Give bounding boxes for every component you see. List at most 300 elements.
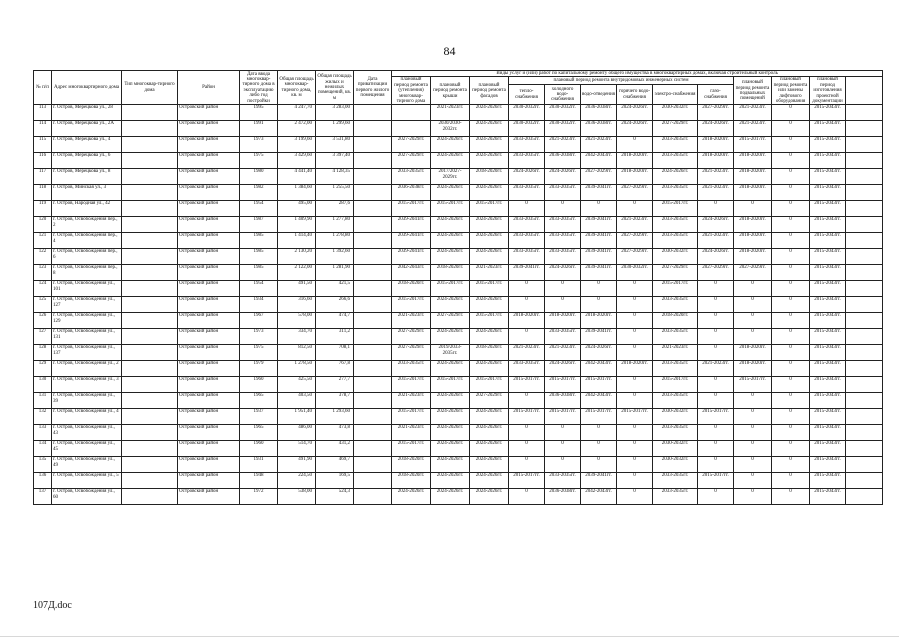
cell-cold-water: 2033-2035гг. (545, 217, 581, 233)
header-basement-repair: плановый период ремонта подвальных помещений (734, 77, 772, 105)
cell-privatization-date (354, 249, 392, 265)
cell-facade-repair: 2024-2026гг. (470, 473, 509, 489)
cell-residential-area: 524,3 (316, 489, 354, 505)
cell-house-type (122, 345, 178, 361)
cell-blank (846, 329, 883, 345)
cell-roof-repair: 2018-2020гг. (431, 265, 470, 281)
cell-facade-repair: 2024-2026гг. (470, 489, 509, 505)
cell-hot-water: 0 (617, 425, 653, 441)
cell-project-docs: 2015-2043гг. (810, 265, 846, 281)
cell-gas-supply: 0 (698, 313, 734, 329)
cell-district: Островский район (178, 377, 240, 393)
cell-heat-supply: 2030-2032гг. (509, 105, 545, 121)
cell-blank (846, 217, 883, 233)
cell-total-area: 1 278,50 (278, 361, 316, 377)
cell-house-repair: 2015-2017гг. (392, 201, 431, 217)
cell-hot-water: 2018-2020гг. (617, 361, 653, 377)
cell-address: г. Остров, Освобождения ул., 2 (52, 361, 122, 377)
cell-gas-supply: 0 (698, 377, 734, 393)
cell-address: г. Остров, Мерецкова ул., 4 (52, 137, 122, 153)
cell-sewerage: 0 (581, 201, 617, 217)
cell-cold-water: 2036-2038гг. (545, 489, 581, 505)
cell-heat-supply: 0 (509, 281, 545, 297)
cell-basement-repair: 0 (734, 313, 772, 329)
cell-lift-repair: 0 (772, 185, 810, 201)
cell-number: 135 (34, 457, 52, 473)
cell-district: Островский район (178, 313, 240, 329)
cell-basement-repair: 2018-2020гг. (734, 185, 772, 201)
cell-roof-repair: 2024-2026гг. (431, 489, 470, 505)
cell-project-docs: 2015-2043гг. (810, 281, 846, 297)
cell-cold-water: 0 (545, 457, 581, 473)
cell-address: г. Остров, Народная ул., 42 (52, 201, 122, 217)
cell-number: 128 (34, 345, 52, 361)
cell-house-type (122, 457, 178, 473)
cell-total-area: 403,50 (278, 393, 316, 409)
cell-house-repair: 2024-2026гг. (392, 489, 431, 505)
cell-residential-area: 1 293,60 (316, 409, 354, 425)
cell-basement-repair: 0 (734, 281, 772, 297)
cell-project-docs: 2015-2043гг. (810, 393, 846, 409)
cell-address: г. Остров, Мерецкова ул., 6 (52, 153, 122, 169)
header-gas-supply: газо-снабжения (698, 85, 734, 105)
cell-total-area: 224,50 (278, 473, 316, 489)
cell-address: г. Остров, Минская ул., 3 (52, 185, 122, 201)
cell-heat-supply: 0 (509, 457, 545, 473)
cell-house-type (122, 473, 178, 489)
cell-electric-supply: 2033-2035гг. (653, 153, 698, 169)
cell-hot-water: 0 (617, 281, 653, 297)
cell-residential-area: 767,8 (316, 361, 354, 377)
cell-number: 133 (34, 425, 52, 441)
cell-lift-repair: 0 (772, 489, 810, 505)
cell-residential-area: 708,1 (316, 345, 354, 361)
cell-house-type (122, 249, 178, 265)
cell-heat-supply: 2015-2017гг. (509, 473, 545, 489)
cell-number: 118 (34, 185, 52, 201)
table-row (34, 393, 883, 409)
header-year: Дата ввода многоквар-тирного дома в эксплуатацию либо год постройки (240, 71, 278, 105)
cell-house-type (122, 137, 178, 153)
cell-blank (846, 249, 883, 265)
cell-district: Островский район (178, 361, 240, 377)
cell-blank (846, 441, 883, 457)
cell-facade-repair: 2021-2023гг. (470, 265, 509, 281)
cell-electric-supply: 2033-2035гг. (653, 137, 698, 153)
cell-privatization-date (354, 185, 392, 201)
table-row (34, 137, 883, 153)
cell-number: 121 (34, 233, 52, 249)
cell-house-repair: 2027-2029гг. (392, 153, 431, 169)
cell-privatization-date (354, 153, 392, 169)
cell-house-repair: 2033-2035гг. (392, 361, 431, 377)
cell-gas-supply: 2021-2023гг. (698, 169, 734, 185)
cell-district: Островский район (178, 233, 240, 249)
cell-blank (846, 393, 883, 409)
cell-basement-repair: 2018-2020гг. (734, 233, 772, 249)
cell-house-type (122, 377, 178, 393)
cell-facade-repair: 2018-2020гг. (470, 345, 509, 361)
cell-residential-area: 1 255,50 (316, 185, 354, 201)
cell-blank (846, 121, 883, 137)
cell-lift-repair: 0 (772, 393, 810, 409)
cell-sewerage: 0 (581, 297, 617, 313)
table-row (34, 265, 883, 281)
cell-house-repair: 2021-2023гг. (392, 425, 431, 441)
cell-electric-supply: 2033-2035гг. (653, 473, 698, 489)
cell-number: 126 (34, 313, 52, 329)
cell-lift-repair: 0 (772, 233, 810, 249)
cell-roof-repair: 2019/2033-2035гг. (431, 345, 470, 361)
capital-repair-table-sheet (33, 70, 875, 505)
cell-cold-water: 2033-2035гг. (545, 233, 581, 249)
header-house-type: Тип многоквар-тирного дома (122, 71, 178, 105)
cell-project-docs: 2015-2043гг. (810, 361, 846, 377)
cell-roof-repair: 2024-2026гг. (431, 441, 470, 457)
cell-total-area: 2 472,00 (278, 121, 316, 137)
cell-year: 1985 (240, 265, 278, 281)
cell-address: г. Остров, Освобождения ул., 131 (52, 329, 122, 345)
cell-year: 1987 (240, 217, 278, 233)
cell-facade-repair: 2024-2026гг. (470, 121, 509, 137)
cell-sewerage: 2039-2041гг. (581, 265, 617, 281)
cell-total-area: 1 951,40 (278, 409, 316, 425)
cell-number: 116 (34, 153, 52, 169)
table-row (34, 425, 883, 441)
cell-sewerage: 2039-2041гг. (581, 185, 617, 201)
cell-basement-repair: 0 (734, 393, 772, 409)
cell-lift-repair: 0 (772, 249, 810, 265)
cell-house-type (122, 265, 178, 281)
cell-electric-supply: 2027-2029гг. (653, 121, 698, 137)
cell-electric-supply: 2033-2035гг. (653, 217, 698, 233)
cell-hot-water: 2024-2026гг. (617, 105, 653, 121)
cell-district: Островский район (178, 169, 240, 185)
table-header (34, 71, 883, 105)
cell-privatization-date (354, 281, 392, 297)
cell-facade-repair: 2015-2017гг. (470, 281, 509, 297)
cell-number: 130 (34, 377, 52, 393)
cell-heat-supply: 0 (509, 441, 545, 457)
cell-blank (846, 233, 883, 249)
footer-filename: 107Д.doc (33, 600, 72, 611)
header-works-group: Виды услуг и (или) работ по капитальному ремонту общего имущества в многоквартирных домах, включая строительный контроль (392, 71, 883, 77)
cell-lift-repair: 0 (772, 297, 810, 313)
cell-hot-water: 0 (617, 489, 653, 505)
cell-blank (846, 105, 883, 121)
cell-privatization-date (354, 377, 392, 393)
cell-year: 1965 (240, 393, 278, 409)
cell-gas-supply: 0 (698, 345, 734, 361)
cell-electric-supply: 2021-2023гг. (653, 345, 698, 361)
cell-house-type (122, 441, 178, 457)
cell-address: г. Остров, Освобождения пер., 8 (52, 265, 122, 281)
cell-number: 117 (34, 169, 52, 185)
cell-heat-supply: 2033-2035гг. (509, 361, 545, 377)
cell-facade-repair: 2015-2017гг. (470, 313, 509, 329)
cell-privatization-date (354, 265, 392, 281)
cell-residential-area: 469,7 (316, 457, 354, 473)
cell-address: г. Остров, Освобождения ул., 45 (52, 441, 122, 457)
cell-facade-repair: 2024-2026гг. (470, 425, 509, 441)
cell-facade-repair: 2024-2026гг. (470, 105, 509, 121)
cell-basement-repair: 2018-2020гг. (734, 249, 772, 265)
cell-house-repair: 2018-2020гг. (392, 457, 431, 473)
cell-gas-supply: 2024-2026гг. (698, 249, 734, 265)
cell-facade-repair: 2024-2026гг. (470, 153, 509, 169)
table-row (34, 489, 883, 505)
cell-house-repair: 2015-2017гг. (392, 409, 431, 425)
cell-roof-repair: 2015-2017гг. (431, 377, 470, 393)
cell-year: 1973 (240, 137, 278, 153)
cell-facade-repair: 2018-2020гг. (470, 169, 509, 185)
cell-number: 127 (34, 329, 52, 345)
cell-project-docs: 2015-2043гг. (810, 185, 846, 201)
cell-gas-supply: 2024-2026гг. (698, 121, 734, 137)
cell-project-docs: 2015-2043гг. (810, 457, 846, 473)
cell-district: Островский район (178, 121, 240, 137)
cell-district: Островский район (178, 105, 240, 121)
cell-residential-area: 473,8 (316, 425, 354, 441)
cell-house-type (122, 169, 178, 185)
cell-privatization-date (354, 425, 392, 441)
cell-residential-area: 1 392,60 (316, 249, 354, 265)
cell-electric-supply: 2033-2035гг. (653, 361, 698, 377)
cell-electric-supply: 2027-2029гг. (653, 265, 698, 281)
cell-residential-area: 3 397,40 (316, 153, 354, 169)
cell-district: Островский район (178, 329, 240, 345)
cell-house-type (122, 217, 178, 233)
cell-cold-water: 2033-2035гг. (545, 249, 581, 265)
table-row (34, 105, 883, 121)
cell-cold-water: 0 (545, 201, 581, 217)
cell-electric-supply: 2033-2035гг. (653, 489, 698, 505)
cell-privatization-date (354, 457, 392, 473)
cell-house-repair: 2039-2041гг. (392, 233, 431, 249)
cell-electric-supply: 2033-2035гг. (653, 329, 698, 345)
cell-facade-repair: 2024-2026гг. (470, 249, 509, 265)
cell-sewerage: 0 (581, 425, 617, 441)
cell-project-docs: 2015-2043гг. (810, 473, 846, 489)
cell-facade-repair: 2027-2029гг. (470, 393, 509, 409)
cell-district: Островский район (178, 217, 240, 233)
table-row (34, 441, 883, 457)
cell-house-repair: 2021-2023гг. (392, 393, 431, 409)
cell-heat-supply: 2039-2041гг. (509, 265, 545, 281)
cell-house-type (122, 361, 178, 377)
cell-facade-repair: 2024-2026гг. (470, 217, 509, 233)
cell-heat-supply: 2033-2035гг. (509, 185, 545, 201)
header-engineering-group: плановый период ремонта внутридомовых инженерных систем (509, 77, 734, 85)
cell-year: 1982 (240, 185, 278, 201)
cell-electric-supply: 2033-2035гг. (653, 233, 698, 249)
cell-cold-water: 2033-2035гг. (545, 473, 581, 489)
cell-number: 132 (34, 409, 52, 425)
cell-lift-repair: 0 (772, 281, 810, 297)
cell-total-area: 4 247,70 (278, 105, 316, 121)
cell-blank (846, 345, 883, 361)
cell-district: Островский район (178, 409, 240, 425)
cell-basement-repair: 0 (734, 473, 772, 489)
page-number: 84 (443, 44, 456, 58)
cell-facade-repair: 2024-2026гг. (470, 457, 509, 473)
cell-heat-supply: 0 (509, 393, 545, 409)
cell-number: 115 (34, 137, 52, 153)
cell-total-area: 334,70 (278, 329, 316, 345)
cell-address: г. Остров, Освобождения ул., 60 (52, 489, 122, 505)
cell-year: 1972 (240, 489, 278, 505)
table-row (34, 153, 883, 169)
cell-privatization-date (354, 345, 392, 361)
cell-gas-supply: 2024-2026гг. (698, 217, 734, 233)
cell-house-repair: 2015-2017гг. (392, 377, 431, 393)
cell-basement-repair: 2015-2017гг. (734, 137, 772, 153)
cell-house-repair: 2018-2020гг. (392, 473, 431, 489)
header-house-repair: плановый период ремонта (утепления) многоквар-тирного дома (392, 77, 431, 105)
cell-cold-water: 0 (545, 297, 581, 313)
cell-roof-repair: 2015-2017гг. (431, 281, 470, 297)
cell-roof-repair: 2024-2026гг. (431, 329, 470, 345)
cell-basement-repair: 0 (734, 409, 772, 425)
cell-facade-repair: 2024-2026гг. (470, 361, 509, 377)
cell-project-docs: 2015-2043гг. (810, 121, 846, 137)
cell-electric-supply: 2033-2035гг. (653, 425, 698, 441)
cell-blank (846, 457, 883, 473)
table-row (34, 185, 883, 201)
table-row (34, 329, 883, 345)
cell-district: Островский район (178, 489, 240, 505)
cell-number: 123 (34, 265, 52, 281)
cell-facade-repair: 2024-2026гг. (470, 185, 509, 201)
cell-address: г. Остров, Освобождения ул., 39 (52, 393, 122, 409)
cell-facade-repair: 2024-2026гг. (470, 441, 509, 457)
cell-cold-water: 2024-2026гг. (545, 169, 581, 185)
cell-heat-supply: 0 (509, 425, 545, 441)
cell-gas-supply: 0 (698, 457, 734, 473)
cell-electric-supply: 2033-2035гг. (653, 393, 698, 409)
cell-privatization-date (354, 137, 392, 153)
cell-number: 131 (34, 393, 52, 409)
cell-sewerage: 2042-2043гг. (581, 393, 617, 409)
cell-year: 1979 (240, 361, 278, 377)
cell-hot-water: 0 (617, 329, 653, 345)
cell-gas-supply: 2021-2023гг. (698, 233, 734, 249)
cell-house-type (122, 281, 178, 297)
cell-privatization-date (354, 169, 392, 185)
cell-hot-water: 0 (617, 297, 653, 313)
cell-total-area: 2 122,00 (278, 265, 316, 281)
table-row (34, 281, 883, 297)
header-lift-repair: плановый период ремонта или замены лифтового оборудования (772, 77, 810, 105)
cell-house-repair (392, 121, 431, 137)
cell-project-docs: 2015-2043гг. (810, 217, 846, 233)
cell-residential-area: 3 283,00 (316, 105, 354, 121)
cell-heat-supply: 0 (509, 297, 545, 313)
cell-district: Островский район (178, 281, 240, 297)
cell-address: г. Остров, Мерецкова ул., 8 (52, 169, 122, 185)
cell-sewerage: 2015-2017гг. (581, 377, 617, 393)
cell-electric-supply: 2015-2017гг. (653, 377, 698, 393)
cell-total-area: 495,00 (278, 201, 316, 217)
cell-project-docs: 2015-2043гг. (810, 313, 846, 329)
cell-house-repair: 2018-2020гг. (392, 281, 431, 297)
cell-hot-water: 0 (617, 457, 653, 473)
cell-gas-supply: 0 (698, 201, 734, 217)
cell-project-docs: 2015-2043гг. (810, 441, 846, 457)
table-row (34, 297, 883, 313)
cell-privatization-date (354, 297, 392, 313)
cell-year: 1985 (240, 233, 278, 249)
cell-address: г. Остров, Освобождения ул., 4 (52, 409, 122, 425)
cell-sewerage: 2027-2029гг. (581, 169, 617, 185)
cell-project-docs: 2015-2043гг. (810, 201, 846, 217)
cell-gas-supply: 2015-2017гг. (698, 409, 734, 425)
cell-number: 120 (34, 217, 52, 233)
cell-hot-water: 2018-2020гг. (617, 169, 653, 185)
cell-house-repair: 2027-2029гг. (392, 137, 431, 153)
cell-year: 1975 (240, 345, 278, 361)
cell-sewerage: 2036-2038гг. (581, 105, 617, 121)
cell-basement-repair: 2027-2029гг. (734, 265, 772, 281)
cell-total-area: 4 441,40 (278, 169, 316, 185)
cell-blank (846, 281, 883, 297)
table-row (34, 409, 883, 425)
cell-cold-water: 2021-2023гг. (545, 137, 581, 153)
cell-total-area: 1 409,90 (278, 217, 316, 233)
cell-number: 129 (34, 361, 52, 377)
cell-gas-supply: 2021-2023гг. (698, 361, 734, 377)
cell-number: 124 (34, 281, 52, 297)
cell-blank (846, 265, 883, 281)
cell-sewerage: 2039-2041гг. (581, 473, 617, 489)
cell-blank (846, 377, 883, 393)
cell-cold-water: 2018-2020гг. (545, 313, 581, 329)
cell-privatization-date (354, 121, 392, 137)
cell-residential-area: 277,7 (316, 377, 354, 393)
cell-lift-repair: 0 (772, 153, 810, 169)
cell-number: 114 (34, 121, 52, 137)
header-district: Район (178, 71, 240, 105)
cell-blank (846, 313, 883, 329)
cell-house-repair: 2039-2041гг. (392, 249, 431, 265)
cell-blank (846, 297, 883, 313)
cell-lift-repair: 0 (772, 473, 810, 489)
cell-facade-repair: 2024-2026гг. (470, 329, 509, 345)
cell-house-repair: 2015-2017гг. (392, 441, 431, 457)
cell-house-type (122, 409, 178, 425)
cell-residential-area: 378,7 (316, 393, 354, 409)
cell-address: г. Остров, Освобождения ул., 49 (52, 457, 122, 473)
cell-district: Островский район (178, 185, 240, 201)
cell-cold-water: 2015-2017гг. (545, 409, 581, 425)
header-residential-area: Общая площадь жилых и нежилых помещений, кв. м (316, 71, 354, 105)
cell-lift-repair: 0 (772, 377, 810, 393)
cell-gas-supply: 0 (698, 297, 734, 313)
cell-privatization-date (354, 217, 392, 233)
cell-number: 113 (34, 105, 52, 121)
cell-house-type (122, 329, 178, 345)
cell-basement-repair: 0 (734, 425, 772, 441)
cell-district: Островский район (178, 393, 240, 409)
cell-address: г. Остров, Мерецкова ул., 28 (52, 105, 122, 121)
cell-house-repair: 2033-2035гг. (392, 169, 431, 185)
cell-house-repair: 2042-2043гг. (392, 265, 431, 281)
cell-address: г. Остров, Освобождения ул., 3 (52, 377, 122, 393)
cell-electric-supply: 2018-2020гг. (653, 313, 698, 329)
cell-total-area: 425,50 (278, 377, 316, 393)
cell-cold-water: 2015-2017гг. (545, 377, 581, 393)
cell-house-type (122, 297, 178, 313)
